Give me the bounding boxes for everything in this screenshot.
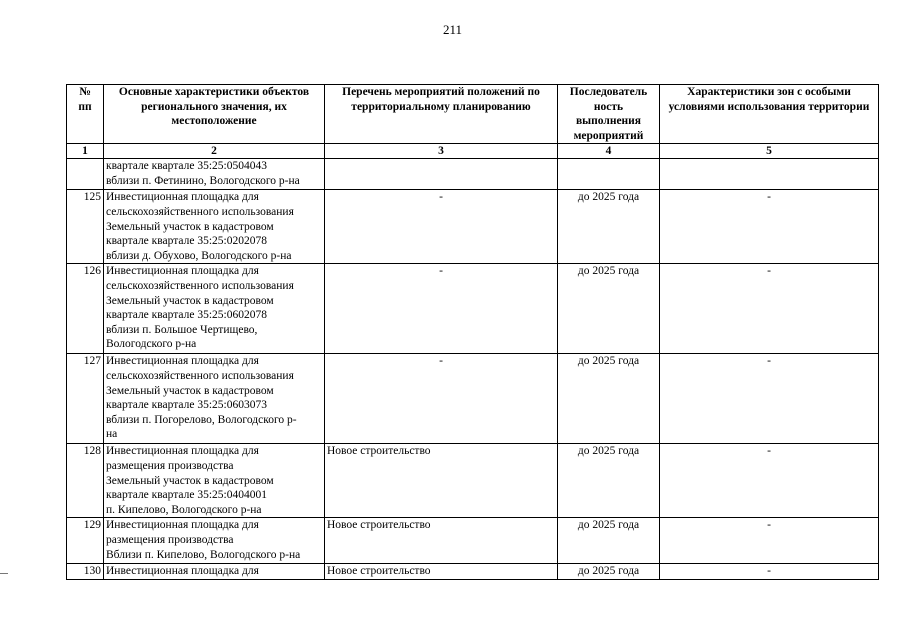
table-row [67, 444, 879, 518]
table-row [67, 518, 879, 564]
measures-cell: - [325, 264, 558, 354]
row-number-cell: 129 [67, 518, 104, 564]
measures-cell: Новое строительство [325, 444, 558, 518]
object-cell: Инвестиционная площадка для сельскохозяйственного использования Земельный участок в кадастровом квартале квартале 35:25:0602078 вблизи п. Большое Чертищево, Вологодского р-на [104, 264, 325, 354]
table-header-row [67, 85, 879, 144]
object-cell: квартале квартале 35:25:0504043 вблизи п. Фетинино, Вологодского р-на [104, 159, 325, 190]
column-number-row [67, 144, 879, 159]
row-number-cell [67, 159, 104, 190]
object-cell: Инвестиционная площадка для размещения производства Вблизи п. Кипелово, Вологодского р-на [104, 518, 325, 564]
scan-edge-mark [0, 573, 8, 574]
object-cell: Инвестиционная площадка для [104, 564, 325, 580]
row-number-cell: 127 [67, 354, 104, 444]
sequence-cell: до 2025 года [558, 564, 660, 580]
sequence-cell: до 2025 года [558, 444, 660, 518]
sequence-cell: до 2025 года [558, 190, 660, 264]
zones-cell: - [660, 444, 879, 518]
zones-cell: - [660, 518, 879, 564]
sequence-cell [558, 159, 660, 190]
sequence-cell: до 2025 года [558, 518, 660, 564]
header-special-zones: Характеристики зон с особыми условиями использования территории [660, 85, 879, 144]
row-number-cell: 126 [67, 264, 104, 354]
header-measures-list: Перечень мероприятий положений по территориальному планированию [325, 85, 558, 144]
measures-cell: - [325, 190, 558, 264]
row-number-cell: 128 [67, 444, 104, 518]
row-number-cell: 125 [67, 190, 104, 264]
sequence-cell: до 2025 года [558, 354, 660, 444]
table-row [67, 354, 879, 444]
zones-cell: - [660, 564, 879, 580]
zones-cell: - [660, 190, 879, 264]
zones-cell: - [660, 264, 879, 354]
header-object-characteristics: Основные характеристики объектов регионального значения, их местоположение [104, 85, 325, 144]
table-row [67, 190, 879, 264]
table-row [67, 564, 879, 580]
object-cell: Инвестиционная площадка для сельскохозяйственного использования Земельный участок в кадастровом квартале квартале 35:25:0603073 вблизи п. Погорелово, Вологодского р- на [104, 354, 325, 444]
table-row [67, 264, 879, 354]
sequence-cell: до 2025 года [558, 264, 660, 354]
row-number-cell: 130 [67, 564, 104, 580]
regional-objects-table [66, 84, 879, 580]
measures-cell: Новое строительство [325, 518, 558, 564]
page-number: 211 [442, 22, 463, 37]
column-number: 1 [67, 144, 104, 159]
header-sequence: Последователь ность выполнения мероприятий [558, 85, 660, 144]
column-number: 2 [104, 144, 325, 159]
table-row [67, 159, 879, 190]
zones-cell: - [660, 354, 879, 444]
object-cell: Инвестиционная площадка для размещения производства Земельный участок в кадастровом квартале квартале 35:25:0404001 п. Кипелово, Вологодского р-на [104, 444, 325, 518]
column-number: 4 [558, 144, 660, 159]
object-cell: Инвестиционная площадка для сельскохозяйственного использования Земельный участок в кадастровом квартале квартале 35:25:0202078 вблизи д. Обухово, Вологодского р-на [104, 190, 325, 264]
measures-cell: - [325, 354, 558, 444]
zones-cell [660, 159, 879, 190]
column-number: 5 [660, 144, 879, 159]
measures-cell [325, 159, 558, 190]
column-number: 3 [325, 144, 558, 159]
header-num: № пп [67, 85, 104, 144]
measures-cell: Новое строительство [325, 564, 558, 580]
